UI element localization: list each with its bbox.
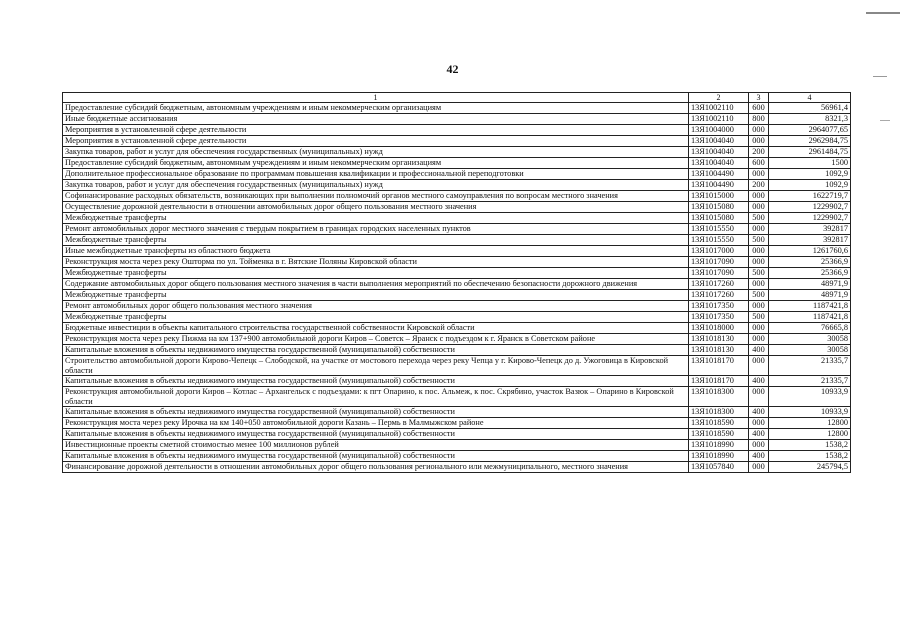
table-row <box>63 429 851 440</box>
table-row <box>63 451 851 462</box>
expense-name-cell: Содержание автомобильных дорог общего пользования местного значения в части выполнения мероприятий по обеспечению безопасности дорожного движения <box>63 279 689 290</box>
expense-type-cell: 000 <box>749 257 769 268</box>
expense-type-cell: 000 <box>749 136 769 147</box>
amount-cell: 25366,9 <box>769 268 851 279</box>
budget-code-cell: 13Я1018300 <box>689 407 749 418</box>
expense-type-cell: 000 <box>749 334 769 345</box>
table-row <box>63 301 851 312</box>
budget-code-cell: 13Я1004040 <box>689 147 749 158</box>
budget-code-cell: 13Я1004490 <box>689 180 749 191</box>
expense-type-cell: 500 <box>749 290 769 301</box>
table-row <box>63 440 851 451</box>
expense-type-cell: 400 <box>749 429 769 440</box>
expense-name-cell: Предоставление субсидий бюджетным, автономным учреждениям и иным некоммерческим организациям <box>63 158 689 169</box>
expense-type-cell: 000 <box>749 246 769 257</box>
table-row <box>63 323 851 334</box>
amount-cell: 1187421,8 <box>769 301 851 312</box>
amount-cell: 2961484,75 <box>769 147 851 158</box>
expense-type-cell: 000 <box>749 279 769 290</box>
table-row <box>63 103 851 114</box>
expense-name-cell: Реконструкция моста через реку Ошторма по ул. Тойменка в г. Вятские Поляны Кировской области <box>63 257 689 268</box>
amount-cell: 245794,5 <box>769 462 851 473</box>
expense-type-cell: 600 <box>749 158 769 169</box>
amount-cell: 392817 <box>769 224 851 235</box>
amount-cell: 48971,9 <box>769 290 851 301</box>
amount-cell: 10933,9 <box>769 387 851 407</box>
table-row <box>63 235 851 246</box>
table-row <box>63 407 851 418</box>
expense-name-cell: Ремонт автомобильных дорог общего пользования местного значения <box>63 301 689 312</box>
table-row <box>63 376 851 387</box>
expense-type-cell: 000 <box>749 323 769 334</box>
expense-type-cell: 000 <box>749 301 769 312</box>
expense-name-cell: Дополнительное профессиональное образование по программам повышения квалификации и профессиональной переподготовки <box>63 169 689 180</box>
table-row <box>63 268 851 279</box>
expense-name-cell: Софинансирование расходных обязательств, возникающих при выполнении полномочий органов местного самоуправления по вопросам местного значения <box>63 191 689 202</box>
budget-code-cell: 13Я1004040 <box>689 136 749 147</box>
table-row <box>63 136 851 147</box>
amount-cell: 10933,9 <box>769 407 851 418</box>
budget-code-cell: 13Я1004040 <box>689 158 749 169</box>
budget-code-cell: 13Я1017260 <box>689 279 749 290</box>
budget-code-cell: 13Я1017090 <box>689 257 749 268</box>
amount-cell: 1092,9 <box>769 169 851 180</box>
table-row <box>63 345 851 356</box>
expense-type-cell: 000 <box>749 462 769 473</box>
expense-name-cell: Межбюджетные трансферты <box>63 290 689 301</box>
budget-code-cell: 13Я1018170 <box>689 376 749 387</box>
budget-table <box>62 92 851 473</box>
scan-artifact <box>866 12 900 14</box>
amount-cell: 21335,7 <box>769 356 851 376</box>
budget-code-cell: 13Я1004000 <box>689 125 749 136</box>
table-row <box>63 158 851 169</box>
expense-name-cell: Осуществление дорожной деятельности в отношении автомобильных дорог общего пользования местного значения <box>63 202 689 213</box>
expense-name-cell: Предоставление субсидий бюджетным, автономным учреждениям и иным некоммерческим организациям <box>63 103 689 114</box>
expense-type-cell: 000 <box>749 169 769 180</box>
expense-name-cell: Финансирование дорожной деятельности в отношении автомобильных дорог общего пользования регионального или межмуниципального, местного значения <box>63 462 689 473</box>
expense-type-cell: 200 <box>749 180 769 191</box>
expense-type-cell: 400 <box>749 345 769 356</box>
expense-name-cell: Мероприятия в установленной сфере деятельности <box>63 125 689 136</box>
table-row <box>63 114 851 125</box>
scan-artifact <box>880 120 890 121</box>
header-name-column: 1 <box>63 93 689 103</box>
expense-type-cell: 000 <box>749 387 769 407</box>
expense-name-cell: Бюджетные инвестиции в объекты капитального строительства государственной собственности Кировской области <box>63 323 689 334</box>
expense-name-cell: Реконструкция моста через реку Пижма на км 137+900 автомобильной дороги Киров – Советск – Яранск с подъездом к г. Яранск в Советском районе <box>63 334 689 345</box>
budget-code-cell: 13Я1015080 <box>689 202 749 213</box>
amount-cell: 21335,7 <box>769 376 851 387</box>
amount-cell: 1229902,7 <box>769 213 851 224</box>
budget-code-cell: 13Я1015080 <box>689 213 749 224</box>
amount-cell: 2964077,65 <box>769 125 851 136</box>
table-row <box>63 202 851 213</box>
amount-cell: 1622719,7 <box>769 191 851 202</box>
budget-code-cell: 13Я1017090 <box>689 268 749 279</box>
budget-code-cell: 13Я1018300 <box>689 387 749 407</box>
expense-type-cell: 000 <box>749 440 769 451</box>
budget-code-cell: 13Я1018990 <box>689 440 749 451</box>
amount-cell: 1261760,6 <box>769 246 851 257</box>
amount-cell: 30058 <box>769 345 851 356</box>
amount-cell: 1500 <box>769 158 851 169</box>
budget-code-cell: 13Я1015550 <box>689 224 749 235</box>
amount-cell: 1092,9 <box>769 180 851 191</box>
budget-code-cell: 13Я1018590 <box>689 418 749 429</box>
expense-type-cell: 500 <box>749 235 769 246</box>
budget-code-cell: 13Я1002110 <box>689 103 749 114</box>
budget-code-cell: 13Я1018990 <box>689 451 749 462</box>
expense-name-cell: Мероприятия в установленной сфере деятельности <box>63 136 689 147</box>
expense-name-cell: Межбюджетные трансферты <box>63 213 689 224</box>
amount-cell: 30058 <box>769 334 851 345</box>
budget-code-cell: 13Я1017260 <box>689 290 749 301</box>
amount-cell: 1538,2 <box>769 451 851 462</box>
header-sum-column: 4 <box>769 93 851 103</box>
amount-cell: 1538,2 <box>769 440 851 451</box>
amount-cell: 76665,8 <box>769 323 851 334</box>
expense-name-cell: Закупка товаров, работ и услуг для обеспечения государственных (муниципальных) нужд <box>63 147 689 158</box>
expense-name-cell: Капитальные вложения в объекты недвижимого имущества государственной (муниципальной) собственности <box>63 429 689 440</box>
expense-type-cell: 500 <box>749 268 769 279</box>
expense-type-cell: 500 <box>749 312 769 323</box>
budget-code-cell: 13Я1015550 <box>689 235 749 246</box>
budget-code-cell: 13Я1002110 <box>689 114 749 125</box>
amount-cell: 56961,4 <box>769 103 851 114</box>
expense-type-cell: 400 <box>749 376 769 387</box>
budget-code-cell: 13Я1057840 <box>689 462 749 473</box>
table-row <box>63 257 851 268</box>
budget-code-cell: 13Я1018130 <box>689 345 749 356</box>
table-row <box>63 224 851 235</box>
expense-type-cell: 000 <box>749 125 769 136</box>
expense-name-cell: Иные межбюджетные трансферты из областного бюджета <box>63 246 689 257</box>
expense-name-cell: Реконструкция моста через реку Ирочка на км 140+050 автомобильной дороги Казань – Пермь в Малмыжском районе <box>63 418 689 429</box>
header-code-column: 2 <box>689 93 749 103</box>
page-number: 42 <box>446 62 459 76</box>
budget-code-cell: 13Я1018130 <box>689 334 749 345</box>
table-row <box>63 387 851 407</box>
amount-cell: 12800 <box>769 418 851 429</box>
expense-type-cell: 800 <box>749 114 769 125</box>
expense-name-cell: Закупка товаров, работ и услуг для обеспечения государственных (муниципальных) нужд <box>63 180 689 191</box>
expense-name-cell: Капитальные вложения в объекты недвижимого имущества государственной (муниципальной) собственности <box>63 376 689 387</box>
table-row <box>63 213 851 224</box>
expense-type-cell: 600 <box>749 103 769 114</box>
expense-type-cell: 200 <box>749 147 769 158</box>
table-body <box>63 103 851 473</box>
table-row <box>63 246 851 257</box>
table-row <box>63 290 851 301</box>
expense-type-cell: 000 <box>749 191 769 202</box>
expense-type-cell: 000 <box>749 356 769 376</box>
amount-cell: 392817 <box>769 235 851 246</box>
expense-type-cell: 400 <box>749 451 769 462</box>
table-row <box>63 312 851 323</box>
expense-name-cell: Межбюджетные трансферты <box>63 235 689 246</box>
expense-name-cell: Ремонт автомобильных дорог местного значения с твердым покрытием в границах городских населенных пунктов <box>63 224 689 235</box>
budget-code-cell: 13Я1018170 <box>689 356 749 376</box>
table-row <box>63 418 851 429</box>
amount-cell: 1229902,7 <box>769 202 851 213</box>
table-header-row <box>63 93 851 103</box>
budget-code-cell: 13Я1017000 <box>689 246 749 257</box>
amount-cell: 8321,3 <box>769 114 851 125</box>
expense-name-cell: Капитальные вложения в объекты недвижимого имущества государственной (муниципальной) собственности <box>63 451 689 462</box>
budget-code-cell: 13Я1017350 <box>689 312 749 323</box>
expense-name-cell: Инвестиционные проекты сметной стоимостью менее 100 миллионов рублей <box>63 440 689 451</box>
table-row <box>63 191 851 202</box>
expense-name-cell: Иные бюджетные ассигнования <box>63 114 689 125</box>
table-row <box>63 356 851 376</box>
expense-name-cell: Строительство автомобильной дороги Кирово-Чепецк – Слободской, на участке от мостового перехода через реку Чепца у г. Кирово-Чепецк до д. Ужоговица в Кировской области <box>63 356 689 376</box>
table-row <box>63 125 851 136</box>
budget-code-cell: 13Я1017350 <box>689 301 749 312</box>
amount-cell: 48971,9 <box>769 279 851 290</box>
expense-type-cell: 000 <box>749 418 769 429</box>
amount-cell: 1187421,8 <box>769 312 851 323</box>
table-row <box>63 462 851 473</box>
expense-name-cell: Капитальные вложения в объекты недвижимого имущества государственной (муниципальной) собственности <box>63 407 689 418</box>
expense-type-cell: 500 <box>749 213 769 224</box>
amount-cell: 12800 <box>769 429 851 440</box>
expense-name-cell: Межбюджетные трансферты <box>63 268 689 279</box>
table-row <box>63 180 851 191</box>
budget-code-cell: 13Я1018590 <box>689 429 749 440</box>
expense-name-cell: Межбюджетные трансферты <box>63 312 689 323</box>
expense-type-cell: 000 <box>749 202 769 213</box>
budget-code-cell: 13Я1015000 <box>689 191 749 202</box>
table-row <box>63 334 851 345</box>
table-row <box>63 147 851 158</box>
amount-cell: 25366,9 <box>769 257 851 268</box>
budget-code-cell: 13Я1018000 <box>689 323 749 334</box>
expense-name-cell: Капитальные вложения в объекты недвижимого имущества государственной (муниципальной) собственности <box>63 345 689 356</box>
table-row <box>63 279 851 290</box>
amount-cell: 2962984,75 <box>769 136 851 147</box>
header-type-column: 3 <box>749 93 769 103</box>
budget-code-cell: 13Я1004490 <box>689 169 749 180</box>
expense-type-cell: 400 <box>749 407 769 418</box>
expense-type-cell: 000 <box>749 224 769 235</box>
expense-name-cell: Реконструкция автомобильной дороги Киров – Котлас – Архангельск с подъездами: к пгт Опарино, к пос. Альмеж, к пос. Скрябино, участок Вазюк – Опарино в Кировской области <box>63 387 689 407</box>
table-row <box>63 169 851 180</box>
